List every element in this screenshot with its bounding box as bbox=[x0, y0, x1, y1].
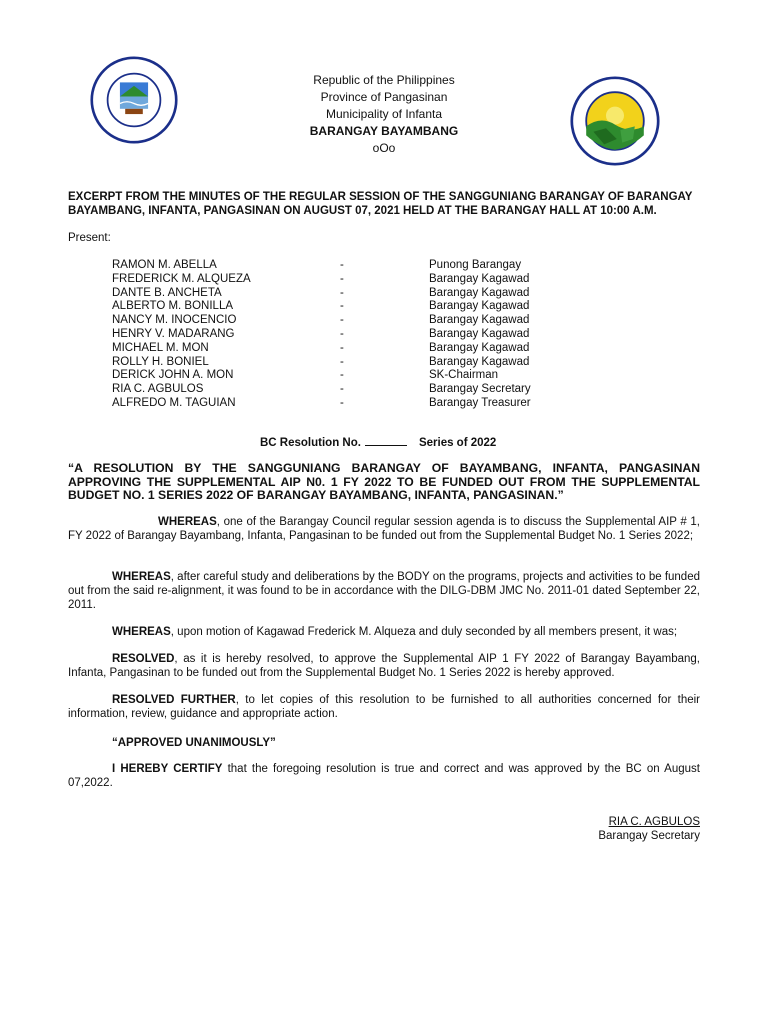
whereas-paragraph-1 bbox=[68, 515, 700, 543]
resolved-text: , as it is hereby resolved, to approve the Supplemental AIP 1 FY 2022 of Barangay Bayambang, Infanta, Pangasinan to be funded out from the Supplemental Budget No. 1 Series 2022 is hereby approved. bbox=[68, 653, 700, 679]
attendee-position: Barangay Kagawad bbox=[429, 355, 530, 368]
attendee-position: Barangay Secretary bbox=[429, 383, 531, 396]
attendee-position: Barangay Kagawad bbox=[429, 300, 530, 313]
attendee-separator: - bbox=[340, 314, 344, 327]
signatory-title: Barangay Secretary bbox=[598, 830, 700, 842]
attendee-row bbox=[112, 313, 572, 327]
certify-text: that the foregoing resolution is true and correct and was approved by the BC on August 07,2022. bbox=[68, 763, 700, 789]
resolved-paragraph bbox=[68, 652, 700, 680]
attendee-separator: - bbox=[340, 396, 344, 409]
resolution-number bbox=[260, 435, 496, 450]
resolution-number-blank bbox=[365, 435, 407, 446]
attendee-separator: - bbox=[340, 286, 344, 299]
attendee-row bbox=[112, 382, 572, 396]
attendee-separator: - bbox=[340, 300, 344, 313]
attendee-name: RAMON M. ABELLA bbox=[112, 259, 217, 271]
whereas-lead: WHEREAS bbox=[112, 626, 171, 638]
whereas-lead: WHEREAS bbox=[112, 571, 171, 583]
attendee-separator: - bbox=[340, 259, 344, 271]
attendee-position: Barangay Kagawad bbox=[429, 327, 530, 340]
attendee-row bbox=[112, 272, 572, 286]
attendee-name: HENRY V. MADARANG bbox=[112, 327, 235, 340]
attendee-row bbox=[112, 368, 572, 382]
attendee-separator: - bbox=[340, 341, 344, 354]
whereas-text: , after careful study and deliberations by the BODY on the programs, projects and activities to be funded out from the said re-alignment, it was found to be in accordance with the DILG-DBM JMC No. 2011-01 dated September 22, 2011. bbox=[68, 571, 700, 611]
attendee-position: Punong Barangay bbox=[429, 259, 522, 271]
approved-unanimously: “APPROVED UNANIMOUSLY” bbox=[112, 737, 276, 749]
attendee-separator: - bbox=[340, 355, 344, 368]
resolution-title: “A RESOLUTION BY THE SANGGUNIANG BARANGAY OF BAYAMBANG, INFANTA, PANGASINAN APPROVING THE SUPPLEMENTAL AIP N0. 1 FY 2022 TO BE FUNDED OUT FROM THE SUPPLEMENTAL BUDGET NO. 1 SERIES 2022 OF BARANGAY BAYAMBANG, INFANTA, PANGASINAN.” bbox=[68, 461, 700, 502]
attendee-row bbox=[112, 341, 572, 355]
attendee-position: Barangay Kagawad bbox=[429, 314, 530, 327]
attendee-position: Barangay Treasurer bbox=[429, 396, 531, 409]
attendee-name: DERICK JOHN A. MON bbox=[112, 369, 234, 382]
barangay-line: BARANGAY BAYAMBANG bbox=[309, 124, 459, 138]
signatory-name: RIA C. AGBULOS bbox=[608, 816, 700, 828]
attendee-name: RIA C. AGBULOS bbox=[112, 383, 204, 396]
resolved-lead: RESOLVED bbox=[112, 653, 175, 665]
attendee-separator: - bbox=[340, 272, 344, 285]
attendee-row bbox=[112, 396, 572, 410]
resolution-number-label: BC Resolution No. bbox=[260, 437, 361, 449]
certify-lead: I HEREBY CERTIFY bbox=[112, 763, 223, 775]
document-header bbox=[234, 72, 534, 157]
republic-line: Republic of the Philippines bbox=[313, 73, 455, 87]
infanta-municipal-seal bbox=[90, 56, 178, 144]
attendee-list bbox=[112, 258, 572, 410]
attendee-row bbox=[112, 299, 572, 313]
attendee-row bbox=[112, 258, 572, 272]
attendee-name: ALFREDO M. TAGUIAN bbox=[112, 396, 236, 409]
attendee-position: Barangay Kagawad bbox=[429, 286, 530, 299]
attendee-separator: - bbox=[340, 383, 344, 396]
attendee-name: FREDERICK M. ALQUEZA bbox=[112, 272, 251, 285]
resolved-further-text: , to let copies of this resolution to be furnished to all authorities concerned for their information, review, guidance and appropriate action. bbox=[68, 694, 700, 720]
resolved-further-paragraph bbox=[68, 693, 700, 721]
attendee-separator: - bbox=[340, 369, 344, 382]
whereas-paragraph-2 bbox=[68, 570, 700, 612]
whereas-text: , upon motion of Kagawad Frederick M. Alqueza and duly seconded by all members present, it was; bbox=[170, 626, 678, 638]
attendee-separator: - bbox=[340, 327, 344, 340]
attendee-name: MICHAEL M. MON bbox=[112, 341, 209, 354]
resolved-further-lead: RESOLVED FURTHER bbox=[112, 694, 236, 706]
whereas-paragraph-3 bbox=[68, 625, 700, 639]
attendee-name: ROLLY H. BONIEL bbox=[112, 355, 209, 368]
resolution-series: Series of 2022 bbox=[418, 437, 497, 449]
whereas-lead: WHEREAS bbox=[158, 516, 217, 528]
province-line: Province of Pangasinan bbox=[320, 90, 448, 104]
attendee-row bbox=[112, 355, 572, 369]
signature-block bbox=[598, 815, 700, 843]
present-label: Present: bbox=[68, 232, 111, 244]
attendee-row bbox=[112, 327, 572, 341]
certification-paragraph bbox=[68, 762, 700, 790]
header-ornament: oOo bbox=[372, 141, 396, 155]
attendee-name: ALBERTO M. BONILLA bbox=[112, 300, 234, 313]
attendee-position: SK-Chairman bbox=[429, 369, 499, 382]
attendee-position: Barangay Kagawad bbox=[429, 341, 530, 354]
municipality-line: Municipality of Infanta bbox=[325, 107, 443, 121]
barangay-bayambang-seal bbox=[570, 76, 660, 166]
attendee-position: Barangay Kagawad bbox=[429, 272, 530, 285]
minutes-excerpt-heading: EXCERPT FROM THE MINUTES OF THE REGULAR SESSION OF THE SANGGUNIANG BARANGAY OF BARANGAY BAYAMBANG, INFANTA, PANGASINAN ON AUGUST 07, 2021 HELD AT THE BARANGAY HALL AT 10:00 A.M. bbox=[68, 191, 693, 217]
attendee-row bbox=[112, 286, 572, 300]
attendee-name: NANCY M. INOCENCIO bbox=[112, 314, 237, 327]
attendee-name: DANTE B. ANCHETA bbox=[112, 286, 222, 299]
whereas-text: , one of the Barangay Council regular session agenda is to discuss the Supplemental AIP # 1, FY 2022 of Barangay Bayambang, Infanta, Pangasinan to be funded out from the Supplemental Budget No. 1 Series 2022; bbox=[68, 516, 700, 542]
